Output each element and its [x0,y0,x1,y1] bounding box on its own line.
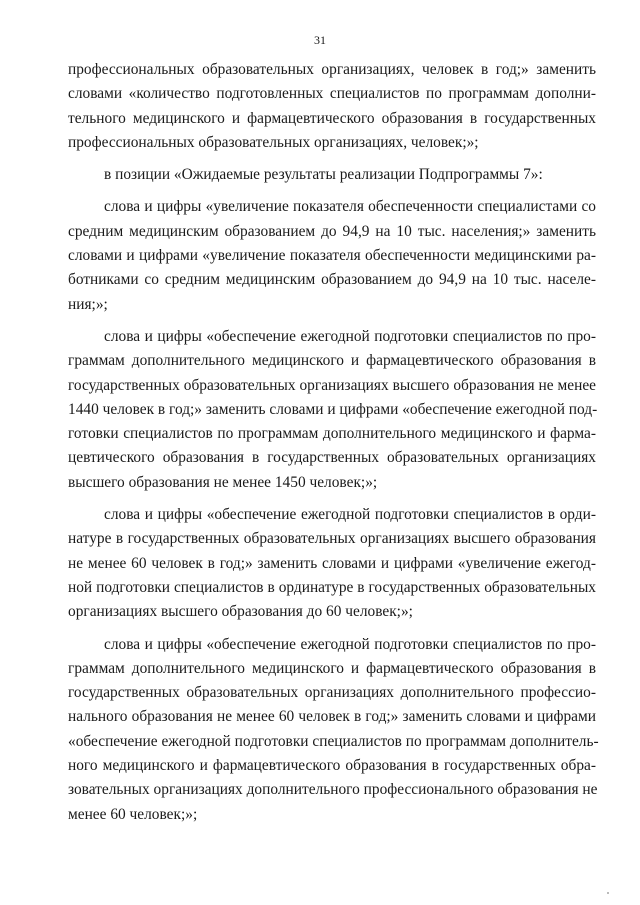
paragraph-gap [68,155,596,163]
text-line: высшего образования не менее 1450 человек;»; [68,473,378,491]
text-line: организациях высшего образования до 60 человек;»; [68,603,413,621]
text-line: «обеспечение ежегодной подготовки специалистов по программам дополнитель- [68,732,599,750]
text-line: словами и цифрами «увеличение показателя обеспеченности медицинскими ра- [68,247,596,265]
text-line: готовки специалистов по программам дополнительного медицинского и фарма- [68,425,596,443]
text-line: нального образования не менее 60 человек в год;» заменить словами и цифрами [68,708,596,726]
paragraph-p4 [68,325,596,495]
text-line: средним медицинским образованием до 94,9 на 10 тыс. населения;» заменить [68,222,596,240]
scan-speck [607,892,609,894]
text-line: цевтического образования в государственных образовательных организациях [68,449,596,467]
text-line: зовательных организациях дополнительного профессионального образования не [68,781,598,799]
paragraph-gap [68,187,596,195]
text-line: ного медицинского и фармацевтического образования в государственных обра- [68,757,596,775]
text-line: ной подготовки специалистов в ординатуре в государственных образовательных [68,578,596,596]
text-line: менее 60 человек;»; [68,805,198,823]
paragraph-gap [68,317,596,325]
text-line: ния;»; [68,295,108,313]
text-line: тельного медицинского и фармацевтического образования в государственных [68,109,596,127]
paragraph-p6 [68,633,599,827]
text-line: слова и цифры «обеспечение ежегодной подготовки специалистов по про- [104,635,596,653]
text-line: граммам дополнительного медицинского и фармацевтического образования в [68,659,596,677]
text-line: государственных образовательных организациях дополнительного профессио- [68,684,596,702]
text-line: профессиональных образовательных организациях, человек;»; [68,133,479,151]
paragraph-p2 [68,163,596,187]
text-line: в позиции «Ожидаемые результаты реализации Подпрограммы 7»: [104,166,543,184]
text-line: натуре в государственных образовательных организациях высшего образования [68,530,596,548]
page-number: 31 [314,33,326,47]
paragraph-gap [68,625,596,633]
paragraph-p3 [68,195,596,316]
text-line: 1440 человек в год;» заменить словами и цифрами «обеспечение ежегодной под- [68,400,598,418]
document-body [68,58,599,827]
text-line: слова и цифры «обеспечение ежегодной подготовки специалистов в орди- [104,506,596,524]
text-line: словами «количество подготовленных специалистов по программам дополни- [68,85,596,103]
text-line: граммам дополнительного медицинского и фармацевтического образования в [68,352,596,370]
text-line: не менее 60 человек в год;» заменить словами и цифрами «увеличение ежегод- [68,554,596,572]
text-line: государственных образовательных организациях высшего образования не менее [68,376,596,394]
text-line: профессиональных образовательных организациях, человек в год;» заменить [68,61,596,78]
text-line: слова и цифры «увеличение показателя обеспеченности специалистами со [104,198,596,216]
text-line: ботниками со средним медицинским образованием до 94,9 на 10 тыс. населе- [68,271,596,289]
text-line: слова и цифры «обеспечение ежегодной подготовки специалистов по про- [104,327,596,345]
paragraph-gap [68,495,596,503]
paragraph-p5 [68,503,596,624]
paragraph-p1 [68,58,596,155]
